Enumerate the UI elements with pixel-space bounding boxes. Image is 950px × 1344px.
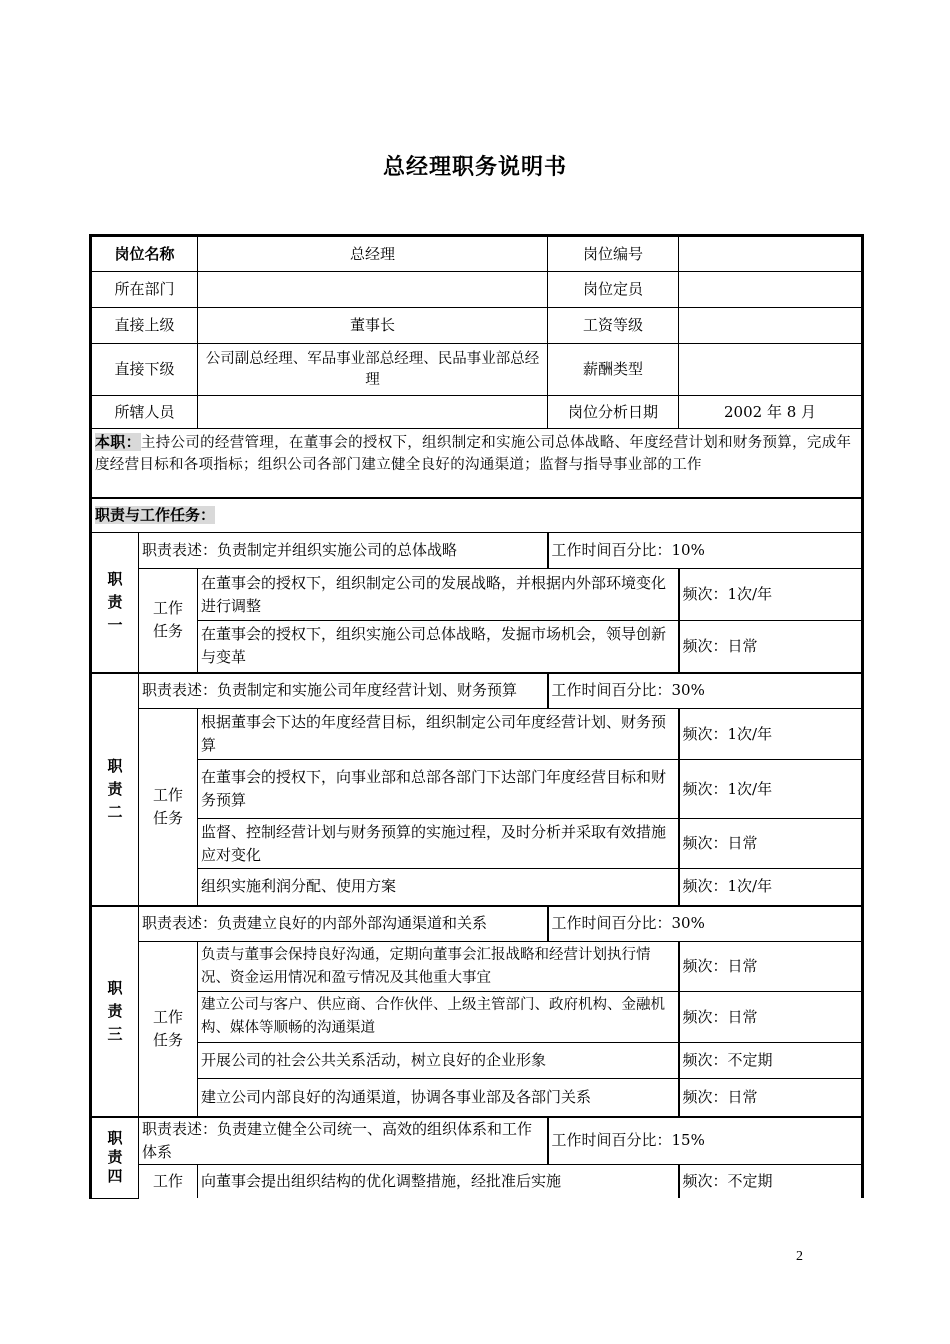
task-text: 监督、控制经营计划与财务预算的实施过程，及时分析并采取有效措施应对变化 (198, 819, 679, 869)
task-text: 向董事会提出组织结构的优化调整措施，经批准后实施 (198, 1164, 679, 1198)
duty-statement-4: 职责表述：负责建立健全公司统一、高效的组织体系和工作体系 (139, 1117, 548, 1165)
core-role-cell (91, 429, 863, 498)
task-text: 建立公司内部良好的沟通渠道，协调各事业部及各部门关系 (198, 1079, 679, 1117)
pay-type-label: 薪酬类型 (548, 344, 679, 396)
task-text: 负责与董事会保持良好沟通，定期向董事会汇报战略和经营计划执行情况、资金运用情况和盈亏情况及其他重大事宜 (198, 942, 679, 992)
position-code-value (679, 236, 863, 272)
task-text: 在董事会的授权下，组织制定公司的发展战略，并根据内外部环境变化进行调整 (198, 569, 679, 621)
superior-label: 直接上级 (91, 308, 198, 344)
department-label: 所在部门 (91, 272, 198, 308)
core-role-label: 本职： (95, 433, 141, 451)
subordinate-label: 直接下级 (91, 344, 198, 396)
duty-title-text: 职责二 (107, 756, 123, 821)
task-frequency: 频次：不定期 (679, 1043, 863, 1079)
task-text: 根据董事会下达的年度经营目标，组织制定公司年度经营计划、财务预算 (198, 709, 679, 760)
task-label-text: 工作任务 (152, 599, 183, 641)
page-number: 2 (796, 1249, 803, 1264)
task-label-2 (139, 709, 198, 906)
duty-title-1 (91, 533, 139, 673)
duty-title-4 (91, 1117, 139, 1199)
task-frequency: 频次：日常 (679, 1079, 863, 1117)
duty-statement-1: 职责表述：负责制定并组织实施公司的总体战略 (139, 533, 548, 569)
task-label-text: 工作任务 (152, 1007, 183, 1049)
task-label-3 (139, 942, 198, 1117)
task-frequency: 频次：日常 (679, 942, 863, 992)
task-frequency: 频次：1次/年 (679, 569, 863, 621)
duty-title-3 (91, 906, 139, 1117)
headcount-value (679, 272, 863, 308)
salary-grade-value (679, 308, 863, 344)
department-value (198, 272, 548, 308)
superior-value: 董事长 (198, 308, 548, 344)
task-frequency: 频次：1次/年 (679, 760, 863, 819)
task-label-4: 工作 (139, 1164, 198, 1198)
duties-header: 职责与工作任务： (95, 505, 216, 524)
duty-time-share-4: 工作时间百分比：15% (548, 1117, 863, 1165)
duty-time-share-1: 工作时间百分比：10% (548, 533, 863, 569)
duty-title-text: 职责一 (107, 569, 123, 634)
task-text: 建立公司与客户、供应商、合作伙伴、上级主管部门、政府机构、金融机构、媒体等顺畅的沟通渠道 (198, 992, 679, 1043)
analysis-date-label: 岗位分析日期 (548, 396, 679, 429)
salary-grade-label: 工资等级 (548, 308, 679, 344)
pay-type-value (679, 344, 863, 396)
duty-time-share-3: 工作时间百分比：30% (548, 906, 863, 942)
headcount-label: 岗位定员 (548, 272, 679, 308)
core-role-text: 主持公司的经营管理，在董事会的授权下，组织制定和实施公司总体战略、年度经营计划和财务预算，完成年度经营目标和各项指标；组织公司各部门建立健全良好的沟通渠道；监督与指导事业部的工作 (95, 435, 852, 473)
task-frequency: 频次：1次/年 (679, 869, 863, 906)
duty-time-share-2: 工作时间百分比：30% (548, 673, 863, 709)
analysis-date-value: 2002 年 8 月 (679, 396, 863, 429)
position-name-value: 总经理 (198, 236, 548, 272)
duty-statement-2: 职责表述：负责制定和实施公司年度经营计划、财务预算 (139, 673, 548, 709)
document-title: 总经理职务说明书 (382, 155, 567, 180)
task-frequency: 频次：1次/年 (679, 709, 863, 760)
task-text: 在董事会的授权下，组织实施公司总体战略，发掘市场机会，领导创新与变革 (198, 621, 679, 673)
task-frequency: 频次：日常 (679, 992, 863, 1043)
task-frequency: 频次：日常 (679, 819, 863, 869)
duty-statement-3: 职责表述：负责建立良好的内部外部沟通渠道和关系 (139, 906, 548, 942)
duties-header-cell (91, 498, 863, 533)
duty-title-2 (91, 673, 139, 906)
position-name-label: 岗位名称 (91, 236, 198, 272)
task-label-text: 工作任务 (152, 785, 183, 827)
duty-title-text: 职责四 (107, 1129, 123, 1185)
subordinate-value: 公司副总经理、军品事业部总经理、民品事业部总经理 (198, 344, 548, 396)
managed-staff-value (198, 396, 548, 429)
task-text: 组织实施利润分配、使用方案 (198, 869, 679, 906)
duty-title-text: 职责三 (107, 978, 123, 1043)
task-text: 在董事会的授权下，向事业部和总部各部门下达部门年度经营目标和财务预算 (198, 760, 679, 819)
task-frequency: 频次：日常 (679, 621, 863, 673)
task-frequency: 频次：不定期 (679, 1164, 863, 1198)
managed-staff-label: 所辖人员 (91, 396, 198, 429)
job-description-table (89, 234, 864, 1199)
task-label-1 (139, 569, 198, 673)
task-text: 开展公司的社会公共关系活动，树立良好的企业形象 (198, 1043, 679, 1079)
position-code-label: 岗位编号 (548, 236, 679, 272)
